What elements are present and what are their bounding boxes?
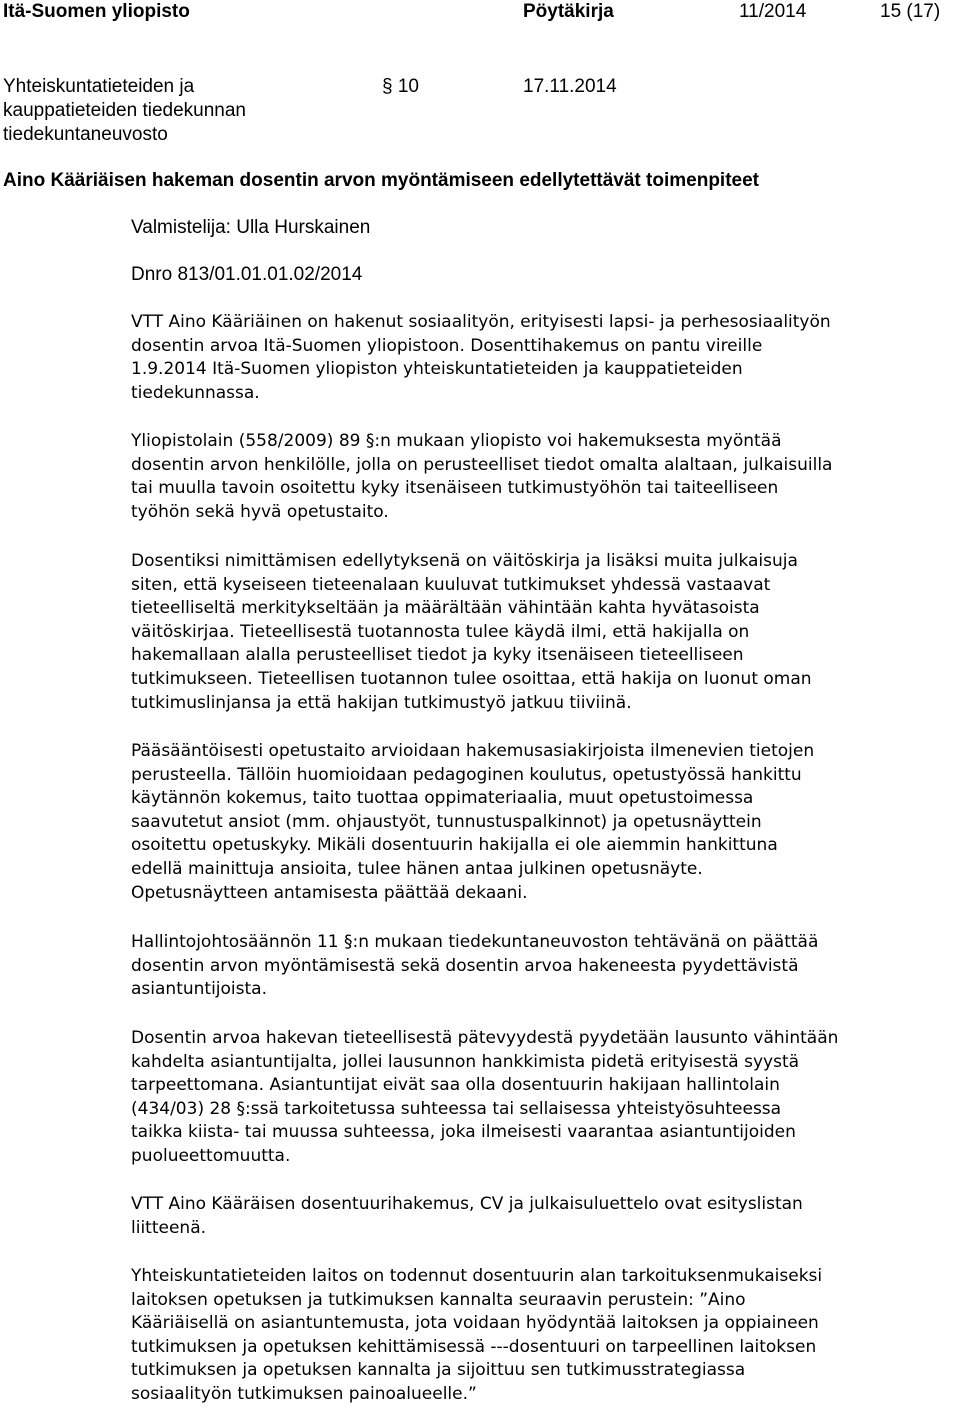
record-number: Dnro 813/01.01.01.02/2014 — [131, 264, 363, 285]
paragraph-qualifications: Dosentiksi nimittämisen edellytyksenä on väitöskirja ja lisäksi muita julkaisuja siten, että kyseiseen tieteenalaan kuuluvat tutkimukset yhdessä vastaavat tieteelliseltä merkitykseltään ja määrältään vähintään kahta hyvätasoista väitöskirjaa. Tieteellisestä tuotannosta tulee käydä ilmi, että hakijalla on hakemallaan alalla perusteelliset tiedot ja kyky itsenäiseen tieteelliseen tutkimukseen. Tieteellisen tuotannon tulee osoittaa, että hakija on luonut oman tutkimuslinjansa ja että hakijan tutkimustyö jatkuu tiiviinä. — [131, 551, 812, 713]
paragraph-attachments: VTT Aino Kääräisen dosentuurihakemus, CV ja julkaisuluettelo ovat esityslistan liitteenä. — [131, 1194, 803, 1238]
paragraph-university-act: Yliopistolain (558/2009) 89 §:n mukaan yliopisto voi hakemuksesta myöntää dosentin arvon henkilölle, jolla on perusteelliset tiedot omalta alaltaan, julkaisuilla tai muulla tavoin osoitettu kyky itsenäiseen tutkimustyöhön tai taiteelliseen työhön sekä hyvä opetustaito. — [131, 431, 833, 522]
document-number: 11/2014 — [739, 1, 807, 22]
document-type: Pöytäkirja — [523, 1, 614, 22]
paragraph-administrative-rules: Hallintojohtosäännön 11 §:n mukaan tiedekuntaneuvoston tehtävänä on päättää dosentin arvon myöntämisestä sekä dosentin arvoa hakeneesta pyydettävistä asiantuntijoista. — [131, 932, 819, 1000]
meeting-date: 17.11.2014 — [523, 76, 617, 97]
preparer: Valmistelija: Ulla Hurskainen — [131, 217, 371, 238]
section-number: § 10 — [382, 76, 419, 97]
paragraph-teaching-skills: Pääsääntöisesti opetustaito arvioidaan hakemusasiakirjoista ilmenevien tietojen perusteella. Tällöin huomioidaan pedagoginen koulutus, opetustyössä hankittu käytännön kokemus, taito tuottaa oppimateriaalia, muut opetustoimessa saavutetut ansiot (mm. ohjaustyöt, tunnustuspalkinnot) ja opetusnäyttein osoitettu opetuskyky. Mikäli dosentuurin hakijalla ei ole aiemmin hankittuna edellä mainittuja ansioita, tulee hänen antaa julkinen opetusnäyte. Opetusnäytteen antamisesta päättää dekaani. — [131, 741, 815, 903]
paragraph-application: VTT Aino Kääriäinen on hakenut sosiaalityön, erityisesti lapsi- ja perhesosiaalityön dosentin arvoa Itä-Suomen yliopistoon. Dosenttihakemus on pantu vireille 1.9.2014 Itä-Suomen yliopiston yhteiskuntatieteiden ja kauppatieteiden tiedekunnassa. — [131, 312, 831, 403]
paragraph-department-statement: Yhteiskuntatieteiden laitos on todennut dosentuurin alan tarkoituksenmukaiseksi laitoksen opetuksen ja tutkimuksen kannalta seuraavin perustein: ”Aino Kääriäisellä on asiantuntemusta, jota voidaan hyödyntää laitoksen ja oppiaineen tutkimuksen ja opetuksen kehittämisessä ---dosentuuri on tarpeellinen laitoksen tutkimuksen ja opetuksen kannalta ja sijoittuu sen tutkimusstrategiassa sosiaalityön tutkimuksen painoalueelle.” — [131, 1266, 823, 1404]
university-name: Itä-Suomen yliopisto — [3, 1, 190, 22]
paragraph-expert-statements: Dosentin arvoa hakevan tieteellisestä pätevyydestä pyydetään lausunto vähintään kahdelta asiantuntijalta, jollei lausunnon hankkimista pidetä erityisestä syystä tarpeettomana. Asiantuntijat eivät saa olla dosentuurin hakijaan hallintolain (434/03) 28 §:ssä tarkoitetussa suhteessa tai sellaisessa yhteistyösuhteessa taikka kiista- tai muussa suhteessa, joka ilmeisesti vaarantaa asiantuntijoiden puolueettomuutta. — [131, 1028, 839, 1166]
item-title: Aino Kääriäisen hakeman dosentin arvon myöntämiseen edellytettävät toimenpiteet — [3, 170, 759, 191]
page-number: 15 (17) — [880, 1, 941, 22]
organization-body: Yhteiskuntatieteiden ja kauppatieteiden tiedekunnan tiedekuntaneuvosto — [3, 76, 246, 145]
